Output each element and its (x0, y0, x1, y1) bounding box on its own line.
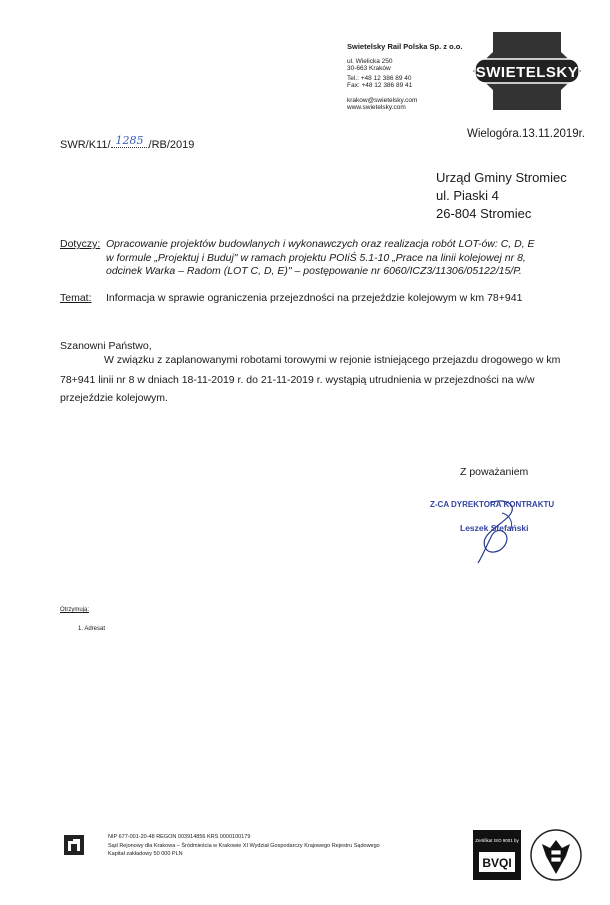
stamp-name: Leszek Stefański (460, 523, 529, 533)
ref-handwritten-number (111, 134, 149, 148)
recipient-line-2: ul. Piaski 4 (436, 188, 499, 203)
temat-text: Informacja w sprawie ograniczenia przejezdności na przejeździe kolejowym w km 78+941 (106, 292, 523, 304)
reference-number (60, 134, 195, 152)
company-fax: Fax: +48 12 386 89 41 (347, 82, 413, 89)
closing: Z poważaniem (460, 466, 529, 478)
letter-date: Wielogóra.13.11.2019r. (467, 128, 586, 140)
stamp-title: Z-CA DYREKTORA KONTRAKTU (430, 500, 555, 509)
dotyczy-line: odcinek Warka – Radom (LOT C, D, E)" – postępowanie nr 6060/ICZ3/11306/05122/15/P. (106, 265, 522, 277)
recipient-line-3: 26-804 Stromiec (436, 206, 532, 221)
company-email: krakow@swietelsky.com (347, 97, 418, 104)
iso-certificate-logo (473, 830, 521, 880)
footer-registry: NIP 677-001-20-48 REGON 003914856 KRS 0000100179 (108, 834, 251, 840)
recipients-label: Otrzymują: (60, 607, 90, 613)
ref-suffix: /RB/2019 (148, 139, 195, 151)
company-tel: Tel.: +48 12 386 89 40 (347, 75, 412, 82)
ref-number: 1285 (115, 134, 144, 147)
dotyczy-line: w formule „Projektuj i Buduj" w ramach projektu POIiŚ 5.1-10 „Prace na linii kolejowej nr 8, (106, 251, 526, 264)
recipients-item: 1. Adresat (78, 626, 106, 632)
dotyczy-label: Dotyczy: (60, 238, 101, 250)
company-city: 30-663 Kraków (347, 65, 391, 72)
cert-logo-text: BVQI (482, 856, 512, 870)
cert-text: Zertifikat ISO 9001 by (475, 838, 519, 843)
company-name: Swietelsky Rail Polska Sp. z o.o. (347, 42, 463, 51)
footer-capital: Kapitał zakładowy 50 000 PLN (108, 851, 183, 857)
body-line: 78+941 linii nr 8 w dniach 18-11-2019 r. do 21-11-2019 r. wystąpią utrudnienia w przejezdności na w/w (60, 374, 535, 386)
greeting: Szanowni Państwo, (60, 340, 152, 352)
body-line: W związku z zaplanowanymi robotami torowymi w rejonie istniejącego przejazdu drogowego w km (104, 354, 561, 366)
signature (450, 495, 550, 565)
dotyczy-text (106, 238, 584, 279)
coat-of-arms-icon (530, 826, 582, 884)
footer-court: Sąd Rejonowy dla Krakowa – Śródmieścia w Krakowie XI Wydział Gospodarczy Krajowego Rejestru Sądowego (108, 843, 380, 849)
company-street: ul. Wielicka 250 (347, 58, 393, 65)
recipient-line-1: Urząd Gminy Stromiec (436, 170, 567, 185)
logo-text: SWIETELSKY (475, 64, 579, 81)
swietelsky-logo (473, 32, 581, 110)
dotyczy-line: Opracowanie projektów budowlanych i wykonawczych oraz realizacja robót LOT-ów: C, D, E (106, 238, 535, 250)
body-line: przejeździe kolejowym. (60, 392, 168, 404)
company-web: www.swietelsky.com (347, 104, 406, 111)
temat-label: Temat: (60, 292, 92, 304)
footer-small-logo (64, 835, 84, 855)
ref-prefix: SWR/K11/ (60, 139, 111, 151)
